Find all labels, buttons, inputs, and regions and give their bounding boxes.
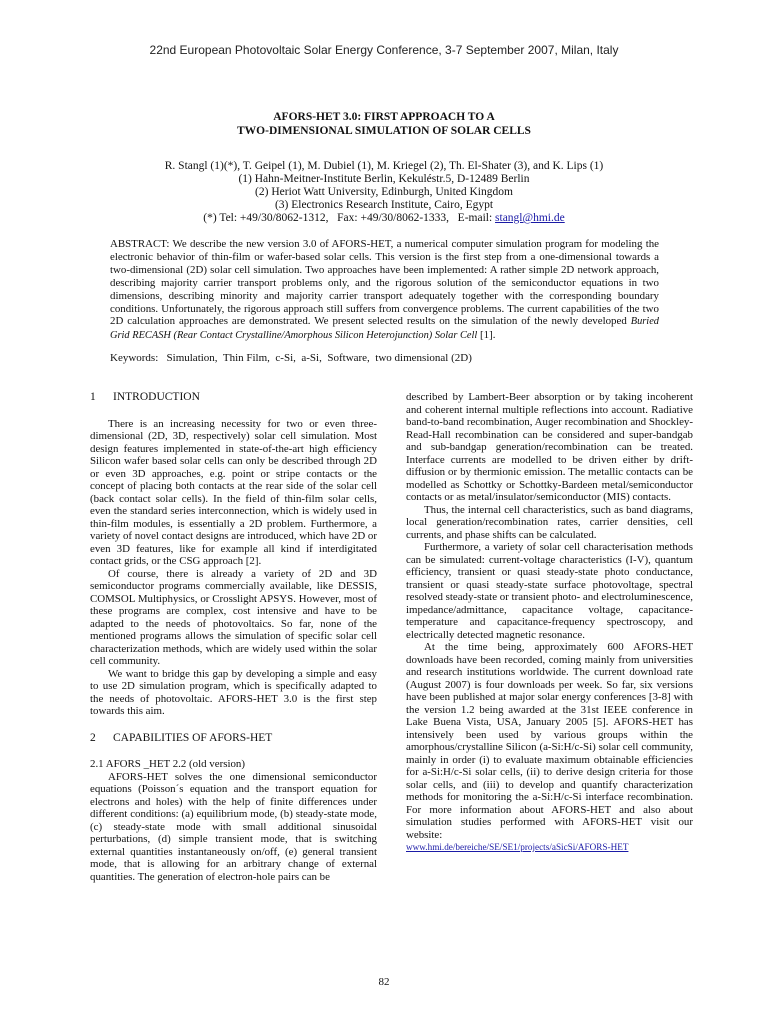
- affiliation-2: (2) Heriot Watt University, Edinburgh, United Kingdom: [255, 186, 513, 198]
- right-paragraph-4: At the time being, approximately 600 AFORS-HET downloads have been recorded, coming mainly from universities and research institutions worldwide. The current download rate (August 2007) is four downloads per week. So far, six versions have been published at major solar energy conferences [3-8] with the version 1.2 being awarded at the 31st IEEE conference in Lake Buena Vista, USA, January 2005 [5]. AFORS-HET has intensively been used by various groups within the amorphous/crystalline Silicon (a-Si:H/c-Si) solar cell community, mainly in order (i) to evaluate maximum obtainable efficiencies for a-Si:H/c-Si solar cells, (ii) to derive design criteria for those solar cells, and (iii) to develop and quantify characterization methods for monitoring the a-Si:H/c-Si interface recombination. For more information about AFORS-HET and also about simulation studies performed with AFORS-HET visit our website:: [406, 641, 693, 841]
- intro-paragraph-1: There is an increasing necessity for two or even three-dimensional (2D, 3D, respectively) solar cell simulation. Most design features implemented in state-of-the-art high efficiency Silicon wafer based solar cells can only be described through 2D or even 3D approaches, e.g. point or stripe contacts or the concept of placing both contacts at the rear side of the solar cell (back contact solar cells). In the field of thin-film solar cells, even the standard series interconnection, which is widely used in thin-film modules, is essentially a 2D problem. Furthermore, a variety of novel contact designs are introduced, which have 2D or even 3D features, like for example all kind if interdigitated contact grids, or the CSG approach [2].: [90, 417, 377, 567]
- abstract-body: ABSTRACT: We describe the new version 3.0 of AFORS-HET, a numerical computer simulation program for modeling the electronic behavior of thin-film or wafer-based solar cells. This version is the first step from a one-dimensional towards a two-dimensional (2D) solar cell simulation. Two approaches have been implemented: A rather simple 2D network approach, describing majority carrier transport problems only, and the rigorous solution of the semiconductor equations in two dimensions, describing minority and majority carrier transport adequately together with the corresponding boundary conditions. Unfortunately, the rigorous approach still suffers from convergence problems. The current capabilities of the two 2D calculation approaches are demonstrated. We present selected results on the simulation of the newly developed: [110, 238, 659, 328]
- affiliation-3: (3) Electronics Research Institute, Cairo, Egypt: [274, 199, 494, 211]
- section-1-heading: 1 INTRODUCTION: [90, 391, 200, 403]
- website-link[interactable]: www.hmi.de/bereiche/SE/SE1/projects/aSicSi/AFORS-HET: [406, 842, 629, 852]
- abstract-ref: [1].: [477, 329, 496, 342]
- page-number: 82: [378, 976, 390, 988]
- intro-paragraph-3: We want to bridge this gap by developing a simple and easy to use 2D simulation program, which is specifically adapted to the needs of photovoltaic. AFORS-HET 3.0 is the first step towards this aim.: [90, 667, 377, 717]
- conference-header: 22nd European Photovoltaic Solar Energy Conference, 3-7 September 2007, Milan, Italy: [149, 43, 619, 57]
- affiliation-1: (1) Hahn-Meitner-Institute Berlin, Kekuléstr.5, D-12489 Berlin: [238, 173, 530, 185]
- author-block: [0, 160, 768, 225]
- right-paragraph-3: Furthermore, a variety of solar cell characterisation methods can be simulated: current-voltage characteristics (I-V), quantum efficiency, transient or quasi steady-state photo conductance, transient or quasi steady-state surface photovoltage, spectral resolved steady-state or transient photo- and electroluminescence, impedance/admittance, capacitance voltage, capacitance-temperature and capacitance-frequency spectroscopy, and electrically detected magnetic resonance.: [406, 541, 693, 641]
- right-paragraph-1: described by Lambert-Beer absorption or by taking incoherent and coherent internal multiple reflections into account. Radiative band-to-band recombination, Auger recombination and Shockley-Read-Hall recombination can be considered and super-bandgab and sub-bandgap generation/recombination can be treated. Interface currents are modelled to be driven either by drift-diffusion or by thermionic emission. The metallic contacts can be modelled as Schottky or Schottky-Bardeen metal/semiconductor contacts or as metal/insulator/semiconductor (MIS) contacts.: [406, 391, 693, 503]
- contact-line: [0, 212, 768, 225]
- keywords: Keywords: Simulation, Thin Film, c-Si, a-Si, Software, two dimensional (2D): [110, 352, 472, 364]
- email-link[interactable]: stangl@hmi.de: [495, 212, 565, 224]
- contact-text: (*) Tel: +49/30/8062-1312, Fax: +49/30/8062-1333, E-mail:: [203, 212, 496, 224]
- abstract: [110, 238, 659, 343]
- paper-title: [0, 110, 768, 138]
- title-line-2: TWO-DIMENSIONAL SIMULATION OF SOLAR CELLS: [237, 125, 531, 137]
- capabilities-paragraph-1: AFORS-HET solves the one dimensional semiconductor equations (Poisson´s equation and the transport equation for electrons and holes) with the help of finite differences under different conditions: (a) equilibrium mode, (b) steady-state mode, (c) steady-state mode with small additional sinusoidal perturbations, (d) simple transient mode, that is switching external quantities instantaneously on/off, (e) general transient mode, that is allowing for an arbitrary change of external quantities. The generation of electron-hole pairs can be: [90, 770, 377, 883]
- intro-paragraph-2: Of course, there is already a variety of 2D and 3D semiconductor programs commercially available, like DESSIS, COMSOL Multiphysics, or Crosslight APSYS. However, most of these programs are complex, cost intensive and have to be adapted to the needs of photovoltaics. So far, none of the mentioned programs allows the simulation of specific solar cell characterization methods, which are widely used within the solar cell community.: [90, 567, 377, 667]
- author-names: R. Stangl (1)(*), T. Geipel (1), M. Dubiel (1), M. Kriegel (2), Th. El-Shater (3), and K. Lips (1): [164, 160, 604, 172]
- right-paragraph-2: Thus, the internal cell characteristics, such as band diagrams, local generation/recombination rates, carrier densities, cell currents, and phase shifts can be calculated.: [406, 503, 693, 541]
- title-line-1: AFORS-HET 3.0: FIRST APPROACH TO A: [273, 111, 495, 123]
- subsection-2-1-heading: 2.1 AFORS _HET 2.2 (old version): [90, 758, 245, 770]
- section-2-heading: 2 CAPABILITIES OF AFORS-HET: [90, 731, 273, 744]
- left-column: [90, 391, 377, 883]
- right-column: [406, 391, 693, 854]
- abstract-italic-title: Buried Grid RECASH (Rear Contact Crystalline/Amorphous Silicon Heterojunction) Solar Cell: [110, 316, 659, 342]
